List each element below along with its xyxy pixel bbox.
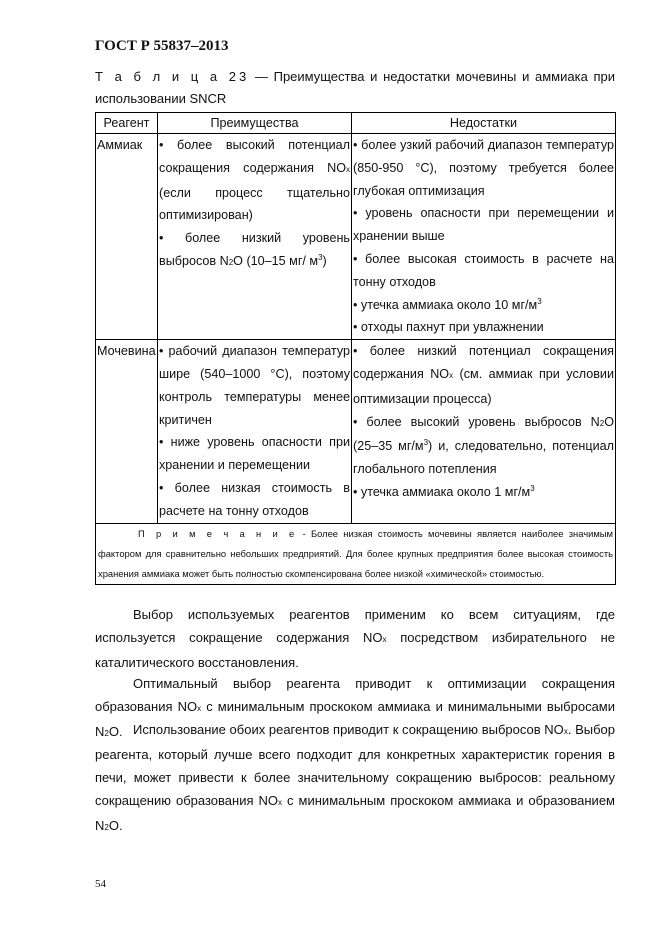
disadvantages-cell (352, 340, 616, 523)
list-item: • уровень опасности при перемещении и хранении выше (353, 206, 614, 244)
page-number: 54 (95, 878, 106, 890)
list-item: • более низкий потенциал сокращения содержания NOx (см. аммиак при условии оптимизации процесса) (353, 344, 614, 406)
document-header: ГОСТ Р 55837–2013 (95, 38, 229, 54)
table-caption-label: Т а б л и ц а 23 (95, 69, 250, 84)
table-row-ammonia (96, 134, 616, 340)
advantages-cell (158, 134, 352, 340)
list-item: • утечка аммиака около 1 $мг/м^3$ (353, 483, 535, 499)
list-item: • ниже уровень опасности при хранении и перемещении (159, 435, 350, 473)
column-header-advantages: Преимущества (158, 113, 352, 134)
column-header-disadvantages: Недостатки (352, 113, 616, 134)
body-paragraph: Использование обоих реагентов приводит к сокращению выбросов NOx. Выбор реагента, который лучше всего подходит для конкретных характеристик горения в печи, может привести к более значительному сокращению выбросов: реальному сокращению образования NOx с минимальным проскоком аммиака и образованием N2O. (95, 722, 615, 833)
table-caption (95, 66, 615, 110)
list-item: • более узкий рабочий диапазон температур (850-950 °C), поэтому требуется более глубокая оптимизация (353, 138, 614, 198)
advantages-cell (158, 340, 352, 523)
comparison-table (95, 112, 616, 585)
disadvantages-cell (352, 134, 616, 340)
table-note-row (96, 523, 616, 584)
table-header-row (96, 113, 616, 134)
list-item: • более высокий потенциал сокращения содержания NOx (если процесс тщательно оптимизирован) (159, 138, 350, 223)
list-item: • более низкая стоимость в расчете на тонну отходов (159, 480, 350, 518)
list-item: • более высокая стоимость в расчете на тонну отходов (353, 251, 614, 289)
table-caption-text: — Преимущества и недостатки мочевины и аммиака при использовании SNCR (95, 69, 615, 106)
note-label: П р и м е ч а н и е (138, 527, 298, 539)
body-paragraph: Выбор используемых реагентов применим ко всем ситуациям, где используется сокращение содержания NOx посредством избирательного не каталитического восстановления. (95, 607, 615, 670)
body-paragraph: Оптимальный выбор реагента приводит к оптимизации сокращения образования NOx с минимальным проскоком аммиака и минимальными выбросами N2O. (95, 676, 615, 739)
reagent-cell: Аммиак (96, 134, 158, 340)
column-header-reagent: Реагент (96, 113, 158, 134)
list-item: • более низкий уровень выбросов N2O (10–15 мг/ $м^3$) (159, 231, 350, 268)
list-item: • утечка аммиака около 10 $мг/м^3$ (353, 296, 542, 312)
note-text: - Более низкая стоимость мочевины является наиболее значимым фактором для сравнительно небольших предприятий. Для более крупных предприятия более высокая стоимость хранения аммиака может быть полностью скомпенсирована более низкой «химической» стоимостью. (98, 527, 613, 579)
table-note (96, 523, 616, 584)
table-row-urea (96, 340, 616, 523)
list-item: • рабочий диапазон температур шире (540–1000 °C), поэтому контроль температуры менее критичен (159, 344, 350, 427)
list-item: • отходы пахнут при увлажнении (353, 320, 544, 335)
reagent-cell: Мочевина (96, 340, 158, 523)
list-item: • более высокий уровень выбросов N2O (25–35 $мг/м^3$) и, следовательно, потенциал глобального потепления (353, 414, 614, 477)
